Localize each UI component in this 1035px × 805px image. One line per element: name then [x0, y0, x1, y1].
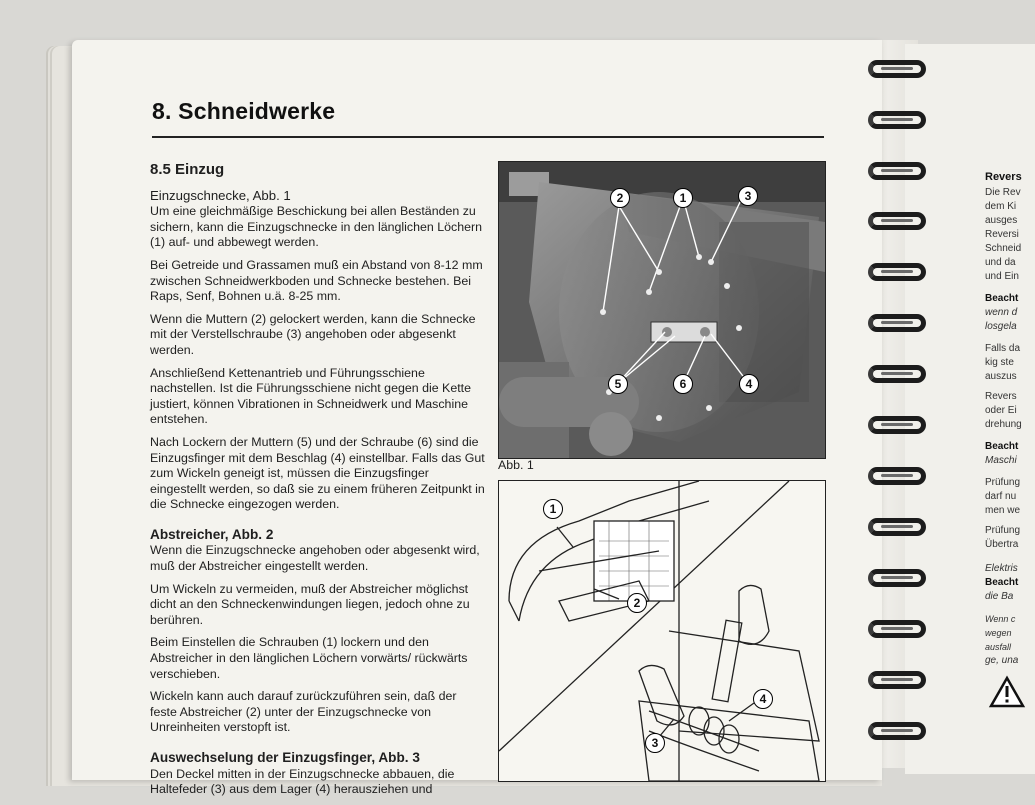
paragraph-5: Nach Lockern der Muttern (5) und der Schraube (6) sind die Einzugsfinger mit dem Beschlag (4) einstellbar. Falls das Gut zum Wickeln geneigt ist, müssen die Einzugsfinger eingestellt werden, so daß sie zu einem früheren Zeitpunkt in die Schnecke eingezogen werden. [150, 434, 485, 512]
chapter-title: 8. Schneidwerke [152, 98, 336, 124]
right-line: Elektris [985, 563, 1018, 574]
right-line: Prüfung [985, 525, 1021, 536]
right-page-text [905, 44, 1035, 768]
callout-3: 3 [645, 733, 665, 753]
paragraph-1: Um eine gleichmäßige Beschickung bei allen Beständen zu sichern, kann die Einzugschnecke in den länglichen Löchern (1) auf- und abbewegt werden. [150, 204, 483, 250]
right-line: ausges [985, 215, 1018, 226]
right-line: ausfall [985, 642, 1012, 652]
callout-4: 4 [739, 374, 759, 394]
right-line: wegen [985, 628, 1012, 638]
paragraph-3: Wenn die Muttern (2) gelockert werden, kann die Schnecke mit der Verstellschraube (3) angehoben oder abgesenkt werden. [150, 311, 476, 357]
right-line: Revers [985, 391, 1017, 402]
right-line: Maschi [985, 455, 1017, 466]
right-line: Beacht [985, 577, 1019, 588]
text-column [150, 162, 485, 805]
figure-1-photo [498, 161, 826, 459]
paragraph-8: Beim Einstellen die Schrauben (1) lockern und den Abstreicher in den länglichen Löchern vorwärts/ rückwärts verschieben. [150, 635, 468, 681]
paragraph-7: Um Wickeln zu vermeiden, muß der Abstreicher möglichst dicht an den Schneckenwindungen liegen, jedoch ohne zu berühren. [150, 581, 470, 627]
callout-2: 2 [627, 593, 647, 613]
right-line: ge, una [985, 655, 1019, 666]
right-line: kig ste [985, 357, 1014, 368]
right-line: auszus [985, 371, 1017, 382]
figure-1-illustration [499, 162, 825, 458]
right-line: men we [985, 505, 1021, 516]
right-line: Übertra [985, 539, 1019, 550]
right-line: Beacht [985, 293, 1019, 304]
callout-6: 6 [673, 374, 693, 394]
paragraph-6: Wenn die Einzugschnecke angehoben oder abgesenkt wird, muß der Abstreicher eingestellt werden. [150, 543, 480, 574]
right-line: Schneid [985, 243, 1022, 254]
right-line: drehung [985, 419, 1022, 430]
callout-4: 4 [753, 689, 773, 709]
callout-1: 1 [543, 499, 563, 519]
right-line: und Ein [985, 271, 1019, 282]
right-line: dem Ki [985, 201, 1017, 212]
callout-5: 5 [608, 374, 628, 394]
right-line: Beacht [985, 441, 1019, 452]
figure-2-drawing [498, 480, 826, 782]
title-rule [152, 136, 824, 138]
warning-icon [989, 676, 1025, 708]
section-title: 8.5 Einzug [150, 161, 225, 178]
callout-3: 3 [738, 186, 758, 206]
right-line: die Ba [985, 591, 1014, 602]
right-line: wenn d [985, 307, 1018, 318]
callout-1: 1 [673, 188, 693, 208]
right-line: losgela [985, 321, 1017, 332]
right-line: Reversi [985, 229, 1019, 240]
callout-2: 2 [610, 188, 630, 208]
right-line: oder Ei [985, 405, 1017, 416]
right-line: Wenn c [985, 614, 1016, 624]
paragraph-2: Bei Getreide und Grassamen muß ein Abstand von 8-12 mm zwischen Schneidwerkboden und Schnecke bestehen. Bei Raps, Senf, Bohnen u.ä. 8-25 mm. [150, 257, 483, 304]
subsection-title-abstreicher: Abstreicher, Abb. 2 [150, 526, 274, 542]
subsection-title-einzugsfinger: Auswechselung der Einzugsfinger, Abb. 3 [150, 750, 420, 765]
right-line: Die Rev [985, 187, 1021, 198]
paragraph-10: Den Deckel mitten in der Einzugschnecke abbauen, die Haltefeder (3) aus dem Lager (4) herausziehen und [150, 766, 455, 797]
right-line: Prüfung [985, 477, 1021, 488]
subsection-title-einzugschnecke: Einzugschnecke, Abb. 1 [150, 187, 291, 203]
left-page [72, 40, 882, 797]
figure-1-caption: Abb. 1 [498, 458, 534, 472]
paragraph-9: Wickeln kann auch darauf zurückzuführen sein, daß der feste Abstreicher (2) unter der Einzugschnecke von Unreinheiten verstopft ist. [150, 689, 457, 735]
right-line: und da [985, 257, 1016, 268]
right-line: Falls da [985, 343, 1021, 354]
right-line: darf nu [985, 491, 1017, 502]
paragraph-4: Anschließend Kettenantrieb und Führungsschiene nachstellen. Ist die Führungsschiene nicht gegen die Kette justiert, können Vibrationen in Schneidwerk und Maschine entstehen. [150, 365, 471, 427]
right-line: Revers [985, 171, 1022, 183]
